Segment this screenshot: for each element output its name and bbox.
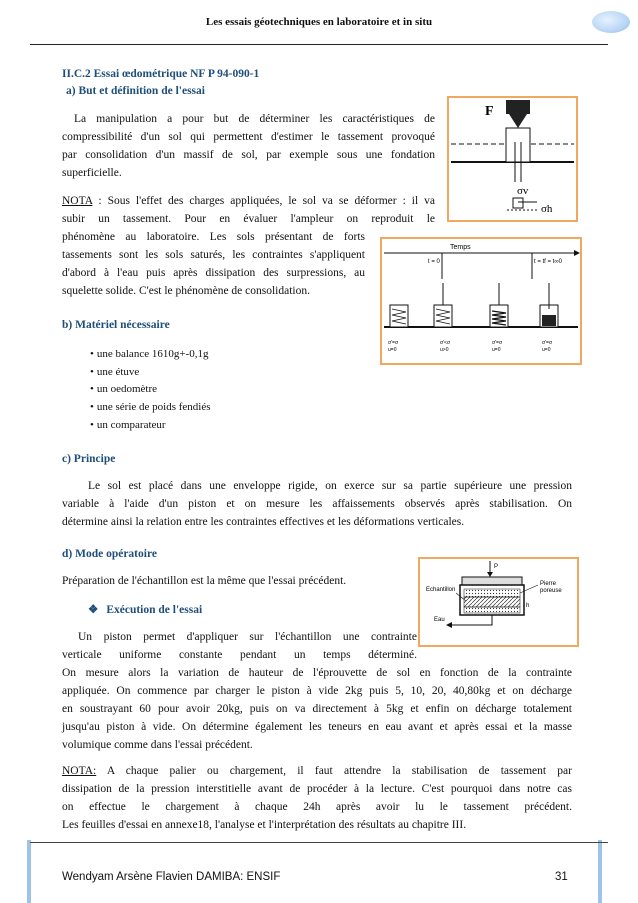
principe-line2: variable à l'aide d'un piston et on mesure les affaissements observés après stabilisation. On: [62, 498, 572, 510]
nota2-line3: on effectue le chargement à chaque 24h après avoir lu le tassement précédent.: [62, 801, 572, 813]
down-arrow-icon: [509, 114, 527, 128]
footer-author: Wendyam Arsène Flavien DAMIBA: ENSIF: [62, 871, 281, 883]
footer-rule: [30, 842, 608, 843]
sigma-v-label: σv: [517, 185, 529, 197]
exec-line1: Un piston permet d'appliquer sur l'échantillon une contrainte: [78, 631, 417, 643]
echantillon-label: Echantillon: [426, 587, 456, 593]
nota1-line6: squelette solide. C'est le phénomène de consolidation.: [62, 285, 310, 297]
pierre-label: Pierre poreuse: [540, 581, 562, 594]
nota1-line1: NOTA : Sous l'effet des charges appliquées, le sol va se déformer : il va: [62, 195, 435, 207]
para1-line3: par consolidation d'un massif de sol, par exemple sous une fondation: [62, 149, 435, 161]
cell-2: [434, 283, 452, 327]
subheading-a: a) But et définition de l'essai: [66, 85, 205, 97]
nota1-line3: phénomène au laboratoire. Les sols présentant de forts: [62, 231, 365, 243]
caption-3: σ'=σ u=0: [492, 340, 503, 353]
subheading-d: d) Mode opératoire: [62, 548, 157, 560]
time-label: Temps: [450, 244, 471, 251]
cell-3: [490, 283, 508, 327]
nota2-line2: dissipation de la pression interstitielle avant de procéder à la lecture. C'est pourquoi dans notre cas: [62, 783, 572, 795]
caption-2: σ'<σ u>0: [440, 340, 451, 353]
para1-line1: La manipulation a pour but de déterminer les caractéristiques de: [74, 113, 435, 125]
force-label: F: [485, 104, 494, 119]
h-label: h: [526, 603, 530, 609]
tinf-label: t = tf = t∞0: [534, 259, 562, 265]
list-item: • une balance 1610g+-0,1g: [90, 346, 211, 364]
sigma-h-label: σh: [541, 203, 553, 215]
exec-line7: volumique comme dans l'essai précédent.: [62, 739, 253, 751]
cell-1: [390, 305, 408, 327]
t0-label: t = 0: [428, 259, 440, 265]
cell-4: [540, 283, 558, 327]
figure-oedometer-cell: [418, 557, 579, 647]
nota2-line1: NOTA: A chaque palier ou chargement, il faut attendre la stabilisation de tassement par: [62, 765, 572, 777]
list-item: • une série de poids fendiés: [90, 399, 211, 417]
execution-heading: ❖ Exécution de l'essai: [88, 604, 203, 616]
diamond-bullet-icon: ❖: [88, 604, 99, 616]
nota1-line2: subir un tassement. Pour en évaluer l'ampleur on reproduit le: [62, 213, 435, 225]
exec-line4: appliquée. On commence par charger le piston à vide 2kg puis 5, 10, 20, 40,80kg et on décharge: [62, 685, 572, 697]
nota1-line4: tassements sont les sols saturés, les contraintes s'appliquent: [62, 249, 365, 261]
principe-line1: Le sol est placé dans une enveloppe rigide, on exerce sur sa partie supérieure une pression: [88, 480, 572, 492]
figure-load-diagram: [447, 96, 578, 222]
nota1-label: NOTA: [62, 195, 93, 207]
page-number: 31: [555, 871, 568, 883]
exec-line6: jusqu'au piston à vide. On détermine également les teneurs en eau avant et après essai et la masse: [62, 721, 572, 733]
prep-text: Préparation de l'échantillon est la même que l'essai précédent.: [62, 575, 347, 587]
caption-4: σ'=σ u=0: [542, 340, 553, 353]
down-arrow-icon: [487, 572, 493, 577]
footer-side-bar-left: [27, 840, 31, 903]
list-item: • une étuve: [90, 364, 211, 382]
caption-1: σ'=σ u=0: [388, 340, 399, 353]
exec-line3: On mesure alors la variation de hauteur de l'éprouvette de sol en fonction de la contrainte: [62, 667, 572, 679]
right-arrow-icon: [574, 250, 580, 256]
subheading-c: c) Principe: [62, 453, 116, 465]
nota2-label: NOTA:: [62, 765, 97, 777]
exec-line5: en soustrayant 60 pour avoir 20kg, puis on va directement à 5kg et enfin on décharge totalement: [62, 703, 572, 715]
section-heading: II.C.2 Essai œdométrique NF P 94-090-1: [62, 68, 260, 80]
p-label: P: [494, 564, 499, 570]
header-rule: [30, 44, 608, 45]
materials-list: [90, 346, 211, 435]
nota2-line4: Les feuilles d'essai en annexe18, l'analyse et l'interprétation des résultats au chapitre III.: [62, 819, 467, 831]
subheading-b: b) Matériel nécessaire: [62, 319, 170, 331]
list-item: • un oedomètre: [90, 381, 211, 399]
exec-line2: verticale uniforme constante pendant un temps déterminé.: [62, 649, 417, 661]
page-header-title: Les essais géotechniques en laboratoire et in situ: [205, 16, 433, 28]
figure-consolidation-time: [380, 237, 582, 365]
eau-label: Eau: [434, 617, 445, 623]
list-item: • un comparateur: [90, 417, 211, 435]
footer-side-bar-right: [598, 840, 602, 903]
para1-line2: compressibilité d'un sol qui permettent d'estimer le tassement provoqué: [62, 131, 435, 143]
left-arrow-icon: [446, 622, 452, 628]
nota1-line5: d'abord à l'eau puis après dissipation des surpressions, au: [62, 267, 365, 279]
principe-line3: détermine ainsi la relation entre les contraintes effectives et les déformations verticales.: [62, 516, 465, 528]
header-decoration: [592, 11, 630, 33]
para1-line4: superficielle.: [62, 167, 122, 179]
